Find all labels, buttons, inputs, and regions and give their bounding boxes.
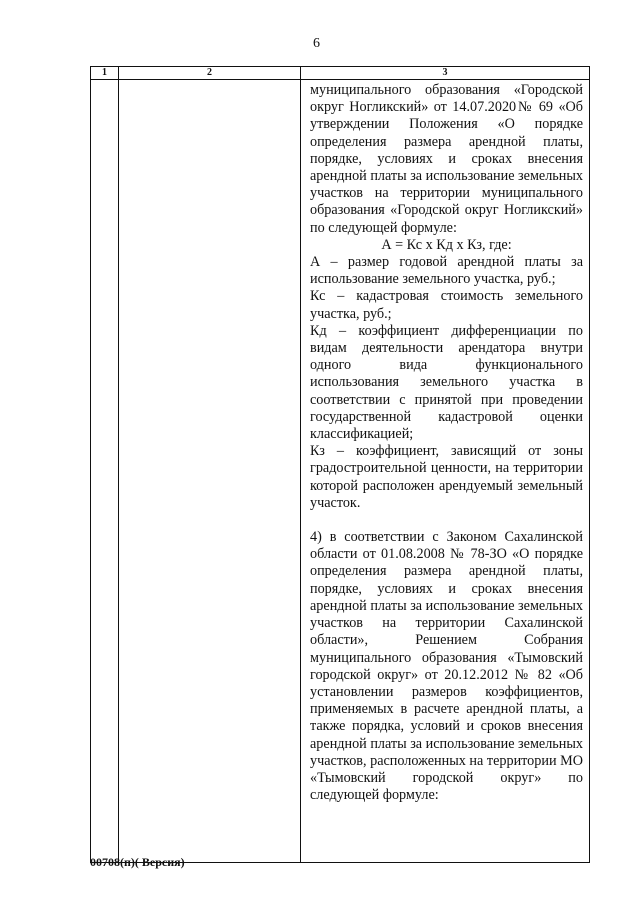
footer-form-code: 00708(п)( Версия) [90, 855, 185, 869]
definition-kc: Кс – кадастровая стоимость земельного участка, руб.; [310, 288, 583, 322]
definition-kz: Кз – коэффициент, зависящий от зоны градостроительной ценности, на территории которой расположен арендуемый земельный участок. [310, 443, 583, 511]
paragraph-noglikskiy: муниципального образования «Городской округ Ногликский» от 14.07.2020№ 69 «Об утверждении Положения «О порядке определения размера арендной платы, порядке, условиях и сроках внесения арендной платы за использование земельных участков на территории муниципального образования «Городской округ Ногликский» по следующей формуле: [310, 82, 583, 236]
spacer [310, 512, 583, 529]
column-header-3: 3 [301, 67, 590, 80]
definition-kd: Кд – коэффициент дифференциации по видам деятельности арендатора внутри одного вида функционального использования земельного участка в соответствии с принятой при проведении государственной кадастровой оценки классификацией; [310, 322, 583, 443]
document-table [90, 66, 590, 863]
column-header-2: 2 [119, 67, 301, 80]
column-1-cell [91, 80, 119, 863]
paragraph-item-4: 4) в соответствии с Законом Сахалинской области от 01.08.2008 № 78-ЗО «О порядке определения размера арендной платы, порядке, условиях и сроках внесения арендной платы за использование земельных участков на территории Сахалинской области», Решением Собрания муниципального образования «Тымовский городской округ» от 20.12.2012 № 82 «Об установлении размеров коэффициентов, применяемых в расчете арендной платы, а также порядка, условий и сроков внесения арендной платы за использование земельных участков, расположенных на территории МО «Тымовский городской округ» по следующей формуле: [310, 529, 583, 804]
page-number: 6 [313, 36, 320, 51]
table-row [91, 80, 590, 863]
column-2-cell [119, 80, 301, 863]
column-header-1: 1 [91, 67, 119, 80]
column-3-cell [301, 80, 590, 863]
formula: А = Кс х Кд х Кз, где: [381, 236, 512, 253]
definition-a: А – размер годовой арендной платы за использование земельного участка, руб.; [310, 254, 583, 288]
table-header-row [91, 67, 590, 80]
